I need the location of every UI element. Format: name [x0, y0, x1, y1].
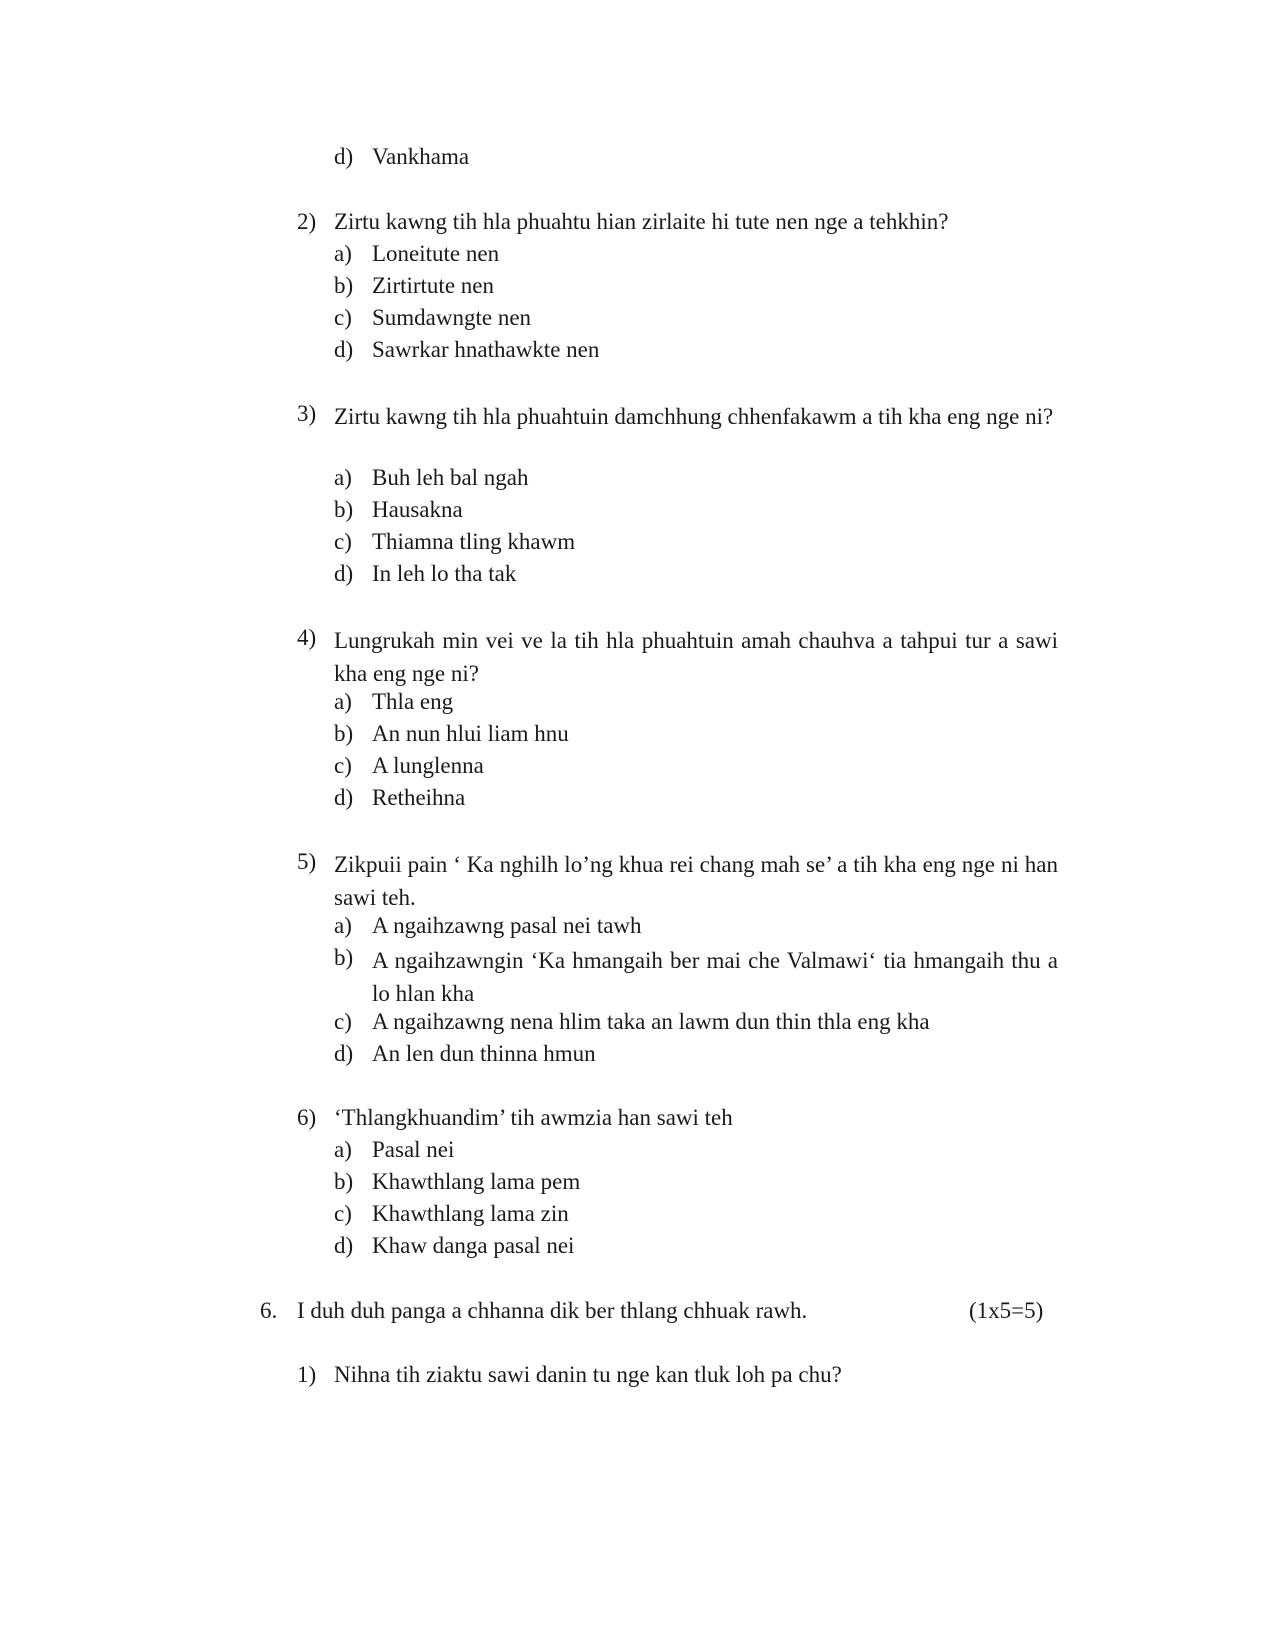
option-text: Buh leh bal ngah [372, 465, 529, 490]
option-text: An nun hlui liam hnu [372, 721, 569, 746]
option-text: Khawthlang lama zin [372, 1201, 569, 1226]
option-text: Loneitute nen [372, 241, 500, 266]
option-label: b) [334, 945, 354, 970]
option-text: Hausakna [372, 497, 463, 522]
option-label: d) [334, 561, 354, 586]
option-text: Khawthlang lama pem [372, 1169, 581, 1194]
option-text: Retheihna [372, 785, 466, 810]
option-label: b) [334, 721, 354, 746]
question-text: Zikpuii pain ‘ Ka nghilh lo’ng khua rei chang mah se’ a tih kha eng nge ni han sawi teh. [334, 852, 1058, 910]
option-label: b) [334, 273, 354, 298]
option-text: Sawrkar hnathawkte nen [372, 337, 600, 362]
option-text: A lunglenna [372, 753, 484, 778]
option-label: a) [334, 913, 352, 938]
option-text: A ngaihzawng nena hlim taka an lawm dun thin thla eng kha [372, 1009, 930, 1034]
section-instruction: I duh duh panga a chhanna dik ber thlang chhuak rawh. [297, 1298, 808, 1323]
option-text: Thiamna tling khawm [372, 529, 576, 554]
question-number: 1) [297, 1362, 317, 1387]
option-label: b) [334, 1169, 354, 1194]
option-label: c) [334, 753, 352, 778]
question-text: Zirtu kawng tih hla phuahtuin damchhung chhenfakawm a tih kha eng nge ni? [334, 404, 1054, 429]
option-label: d) [334, 1233, 354, 1258]
question-text: Lungrukah min vei ve la tih hla phuahtuin amah chauhva a tahpui tur a sawi kha eng nge ni? [334, 628, 1058, 686]
question-number: 5) [297, 849, 317, 874]
option-label: a) [334, 241, 352, 266]
option-text: A ngaihzawngin ‘Ka hmangaih ber mai che Valmawi‘ tia hmangaih thu a lo hlan kha [372, 948, 1058, 1006]
option-label: c) [334, 529, 352, 554]
option-label: d) [334, 785, 354, 810]
option-text: Zirtirtute nen [372, 273, 494, 298]
section-number: 6. [260, 1298, 278, 1323]
question-number: 2) [297, 209, 317, 234]
option-text: Khaw danga pasal nei [372, 1233, 575, 1258]
option-text: Pasal nei [372, 1137, 455, 1162]
option-text: A ngaihzawng pasal nei tawh [372, 913, 642, 938]
option-label: a) [334, 465, 352, 490]
section-marks: (1x5=5) [969, 1298, 1044, 1323]
option-text: An len dun thinna hmun [372, 1041, 596, 1066]
option-label: b) [334, 497, 354, 522]
option-text: Thla eng [372, 689, 454, 714]
option-label: a) [334, 1137, 352, 1162]
option-label: c) [334, 305, 352, 330]
question-number: 6) [297, 1105, 317, 1130]
option-label: d) [334, 337, 354, 362]
question-text: ‘Thlangkhuandim’ tih awmzia han sawi teh [334, 1105, 733, 1130]
option-label: c) [334, 1201, 352, 1226]
option-label: d) [334, 1041, 354, 1066]
option-label: d) [334, 144, 354, 169]
option-text: In leh lo tha tak [372, 561, 517, 586]
question-number: 4) [297, 625, 317, 650]
question-text: Nihna tih ziaktu sawi danin tu nge kan tluk loh pa chu? [334, 1362, 842, 1387]
option-text: Sumdawngte nen [372, 305, 532, 330]
question-number: 3) [297, 401, 317, 426]
option-text: Vankhama [372, 144, 470, 169]
question-text: Zirtu kawng tih hla phuahtu hian zirlaite hi tute nen nge a tehkhin? [334, 209, 949, 234]
option-label: c) [334, 1009, 352, 1034]
option-label: a) [334, 689, 352, 714]
